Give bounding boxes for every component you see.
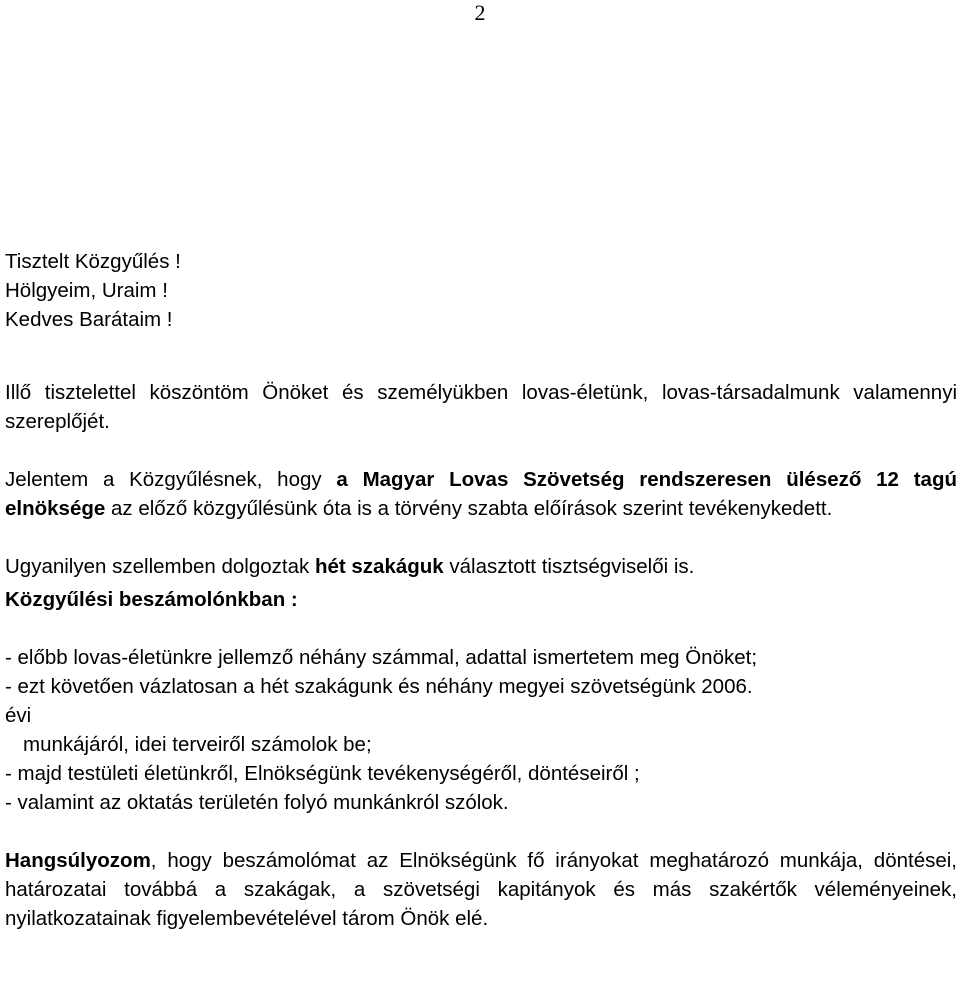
list-item: - ezt követően vázlatosan a hét szakágunk és néhány megyei szövetségünk 2006. [5,675,753,698]
spacer [5,817,957,846]
closing-text: , hogy beszámolómat az Elnökségünk fő irányokat meghatározó munkája, döntései, határozatai továbbá a szakágak, a szövetségi kapitányok és más szakértők véleményeinek, nyilatkozatainak figyelembevételével tárom Önök elé. [5,849,957,930]
document-body [5,247,957,933]
report-paragraph [5,465,957,523]
spacer [5,334,957,364]
report-bold-text: a Magyar Lovas Szövetség rendszeresen ülésező 12 tagú elnöksége [5,468,957,520]
spacer [5,436,957,465]
salutation-line: Tisztelt Közgyűlés ! [5,250,181,273]
greeting-paragraph: Illő tisztelettel köszöntöm Önöket és személyükben lovas-életünk, lovas-társadalmunk valamennyi szereplőjét. [5,381,957,433]
branches-text: Ugyanilyen szellemben dolgoztak [5,555,315,578]
report-text: az előző közgyűlésünk óta is a törvény szabta előírások szerint tevékenykedett. [105,497,833,520]
closing-bold-text: Hangsúlyozom [5,849,151,872]
list-item: - előbb lovas-életünkre jellemző néhány számmal, adattal ismertetem meg Önöket; [5,646,758,669]
salutation-line: Kedves Barátaim ! [5,308,173,331]
closing-paragraph [5,846,957,933]
list-item-continuation: évi [5,704,32,727]
spacer [5,614,957,643]
branches-bold-text: hét szakáguk [314,555,444,578]
page-number: 2 [474,0,486,25]
list-item: - valamint az oktatás területén folyó munkánkról szólok. [5,791,509,814]
list-item-continuation: munkájáról, idei terveiről számolok be; [23,733,372,756]
report-text: Jelentem a Közgyűlésnek, hogy [5,468,337,491]
spacer [5,523,957,552]
spacer [5,364,957,378]
section-heading: Közgyűlési beszámolónkban : [5,588,298,611]
branches-paragraph [5,552,957,581]
salutation-line: Hölgyeim, Uraim ! [5,279,168,302]
list-item: - majd testületi életünkről, Elnökségünk tevékenységéről, döntéseiről ; [5,762,640,785]
branches-text: választott tisztségviselői is. [443,555,695,578]
